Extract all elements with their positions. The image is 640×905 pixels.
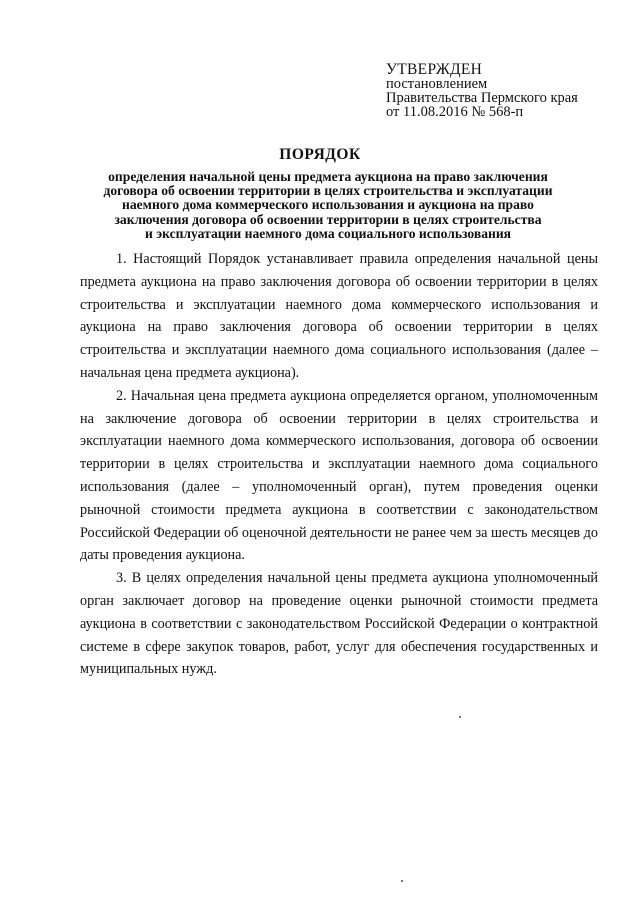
- paragraph-2: 2. Начальная цена предмета аукциона определяется органом, уполномоченным на заключение договора об освоении территории в целях строительства и эксплуатации наемного дома коммерческого использования, договора об освоении территории в целях строительства и эксплуатации наемного дома социального использования (далее – уполномоченный орган), путем проведения оценки рыночной стоимости предмета аукциона в соответствии с законодательством Российской Федерации об оценочной деятельности не ранее чем за шесть месяцев до даты проведения аукциона.: [80, 387, 598, 564]
- subtitle-line: и эксплуатации наемного дома социального использования: [144, 225, 512, 241]
- approval-government: Правительства Пермского края: [386, 90, 578, 106]
- approval-stamp: [386, 62, 626, 119]
- approval-resolution: постановлением: [386, 76, 488, 92]
- document-subtitle: [78, 170, 578, 241]
- subtitle-line: определения начальной цены предмета аукциона на право заключения: [108, 169, 548, 184]
- subtitle-line: договора об освоении территории в целях строительства и эксплуатации: [103, 183, 553, 199]
- scan-speck: [401, 880, 403, 882]
- approval-date-number: от 11.08.2016 № 568-п: [386, 104, 524, 120]
- document-title: ПОРЯДОК: [279, 146, 361, 163]
- scan-speck: [459, 716, 461, 718]
- paragraph-1: 1. Настоящий Порядок устанавливает правила определения начальной цены предмета аукциона на право заключения договора об освоении территории в целях строительства и эксплуатации наемного дома коммерческого использования и аукциона на право заключения договора об освоении территории в целях строительства и эксплуатации наемного дома социального использования (далее – начальная цена предмета аукциона).: [80, 251, 598, 381]
- subtitle-line: заключения договора об освоении территории в целях строительства: [114, 211, 542, 227]
- paragraph-3: 3. В целях определения начальной цены предмета аукциона уполномоченный орган заключает договор на проведение оценки рыночной стоимости предмета аукциона в соответствии с законодательством Российской Федерации о контрактной системе в сфере закупок товаров, работ, услуг для обеспечения государственных и муниципальных нужд.: [80, 570, 598, 678]
- subtitle-line: наемного дома коммерческого использования и аукциона на право: [122, 197, 534, 213]
- approval-approved: УТВЕРЖДЕН: [386, 61, 483, 78]
- document-body: [80, 248, 598, 681]
